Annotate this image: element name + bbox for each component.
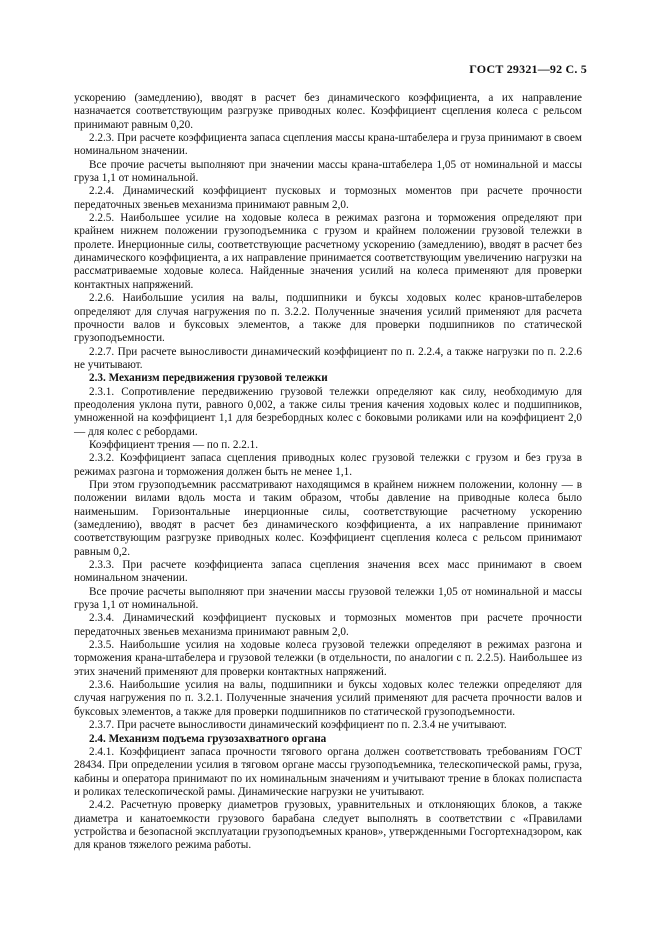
paragraph: 2.2.6. Наибольшие усилия на валы, подшипники и буксы ходовых колес кранов-штабелеров определяют для случая нагружения по п. 3.2.2. Полученные значения усилий применяют для расчета прочности валов и буксовых элементов, а также для проверки подшипников по статической грузоподъемности. <box>74 292 582 345</box>
paragraph: 2.2.3. При расчете коэффициента запаса сцепления массы крана-штабелера и груза принимают в своем номинальном значении. <box>74 132 582 158</box>
paragraph: 2.2.7. При расчете выносливости динамический коэффициент по п. 2.2.4, а также нагрузки по п. 2.2.6 не учитывают. <box>74 345 582 371</box>
section-heading: 2.3. Механизм передвижения грузовой тележки <box>89 372 328 385</box>
paragraph: 2.3.6. Наибольшие усилия на валы, подшипники и буксы ходовых колес тележки определяют для случая нагружения по п. 3.2.1. Полученные значения усилий применяют для расчета прочности валов и буксовых элементов, а также для проверки подшипников по статической грузоподъемности. <box>74 679 582 718</box>
paragraph: 2.3.7. При расчете выносливости динамический коэффициент по п. 2.3.4 не учитывают. <box>89 719 507 732</box>
paragraph: 2.3.5. Наибольшие усилия на ходовые колеса грузовой тележки определяют в режимах разгона и торможения крана-штабелера и грузовой тележки (в отдельности, по аналогии с п. 2.2.5). Наибольшее из этих значений применяют для проверки контактных напряжений. <box>74 639 582 678</box>
paragraph: 2.2.5. Наибольшее усилие на ходовые колеса в режимах разгона и торможения определяют при крайнем нижнем положении грузоподъемника с грузом и крайнем положении грузовой тележки в пролете. Инерционные силы, соответствующие расчетному ускорению (замедлению), вводят в расчет без динамического коэффициента, а их направление принимается соответствующим увеличению нагрузки на рассматриваемые ходовые колеса. Найденные значения усилий на колеса применяют для проверки контактных напряжений. <box>74 212 582 291</box>
paragraph: 2.2.4. Динамический коэффициент пусковых и тормозных моментов при расчете прочности передаточных звеньев механизма принимают равным 2,0. <box>74 185 582 211</box>
document-body <box>74 92 582 853</box>
paragraph: 2.3.4. Динамический коэффициент пусковых и тормозных моментов при расчете прочности передаточных звеньев механизма принимают равным 2,0. <box>74 612 582 638</box>
paragraph: 2.3.3. При расчете коэффициента запаса сцепления значения всех масс принимают в своем номинальном значении. <box>74 559 582 585</box>
section-heading: 2.4. Механизм подъема грузозахватного органа <box>89 732 327 745</box>
paragraph: Все прочие расчеты выполняют при значении массы крана-штабелера 1,05 от номинальной и массы груза 1,1 от номинальной. <box>74 158 582 185</box>
paragraph: ускорению (замедлению), вводят в расчет без динамического коэффициента, а их направление назначается соответствующим разгрузке приводных колес. Коэффициент сцепления колеса с рельсом принимают равным 0,20. <box>74 92 582 131</box>
paragraph: Коэффициент трения — по п. 2.2.1. <box>89 438 259 451</box>
paragraph: 2.4.1. Коэффициент запаса прочности тягового органа должен соответствовать требованиям ГОСТ 28434. При определении усилия в тяговом органе массы грузоподъемника, телескопической рамы, груза, кабины и оператора принимают по их номинальным значениям и учитывают трение в блоках полиспаста и роликах телескопической рамы. Динамические нагрузки не учитывают. <box>74 745 582 798</box>
paragraph: При этом грузоподъемник рассматривают находящимся в крайнем нижнем положении, колонну — в положении вилами вдоль моста и таким образом, чтобы давление на приводные колеса было наименьшим. Горизонтальные инерционные силы, соответствующие расчетному ускорению (замедлению), вводят в расчет без динамического коэффициента, а их направление принимают соответствующим разгрузке приводных колес. Коэффициент сцепления колеса с рельсом принимают равным 0,2. <box>74 478 582 558</box>
paragraph: Все прочие расчеты выполняют при значении массы грузовой тележки 1,05 от номинальной и массы груза 1,1 от номинальной. <box>74 585 582 612</box>
paragraph: 2.3.1. Сопротивление передвижению грузовой тележки определяют как силу, необходимую для преодоления уклона пути, равного 0,002, а также силы трения качения ходовых колес и подшипников, умноженной на коэффициент 1,1 для безребордных колес с боковыми роликами или на коэффициент 2,0 — для колес с ребордами. <box>74 385 582 438</box>
page-header: ГОСТ 29321—92 С. 5 <box>469 62 587 76</box>
paragraph: 2.4.2. Расчетную проверку диаметров грузовых, уравнительных и отклоняющих блоков, а также диаметра и канатоемкости грузового барабана следует выполнять в соответствии с «Правилами устройства и безопасной эксплуатации грузоподъемных кранов», утвержденными Госгортехнадзором, как для кранов тяжелого режима работы. <box>74 799 582 852</box>
paragraph: 2.3.2. Коэффициент запаса сцепления приводных колес грузовой тележки с грузом и без груза в режимах разгона и торможения должен быть не менее 1,1. <box>74 452 582 478</box>
